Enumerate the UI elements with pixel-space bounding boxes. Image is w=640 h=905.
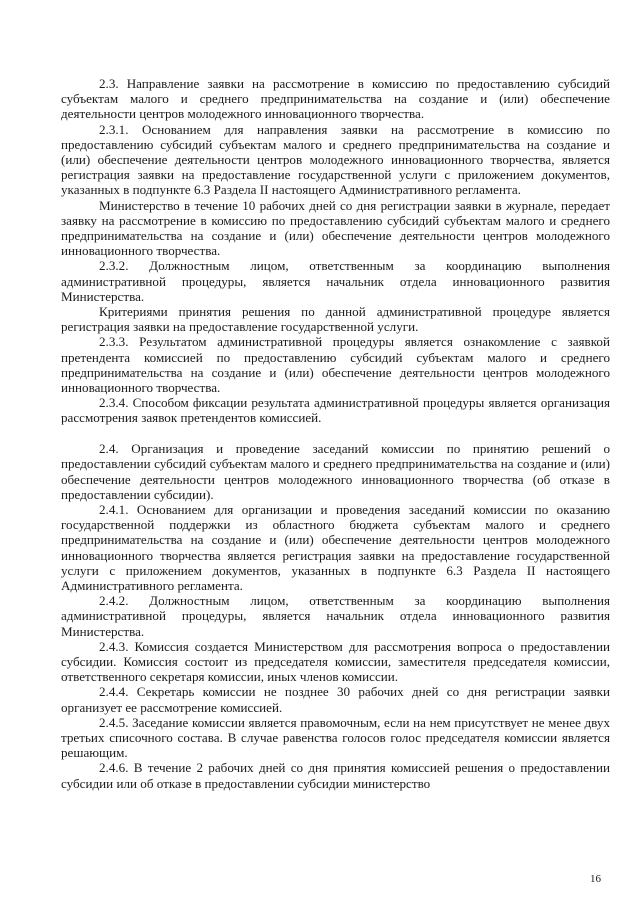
paragraph-2-3: 2.3. Направление заявки на рассмотрение в комиссию по предоставлению субсидий субъектам малого и среднего предпринимательства на создание и (или) обеспечение деятельности центров молодежного инновационного творчества. <box>61 76 610 122</box>
paragraph-2-4-4: 2.4.4. Секретарь комиссии не позднее 30 рабочих дней со дня регистрации заявки организует ее рассмотрение комиссией. <box>61 684 610 715</box>
paragraph-2-4-6: 2.4.6. В течение 2 рабочих дней со дня принятия комиссией решения о предоставлении субсидии или об отказе в предоставлении субсидии министерство <box>61 760 610 791</box>
paragraph-2-4-3: 2.4.3. Комиссия создается Министерством для рассмотрения вопроса о предоставлении субсидии. Комиссия состоит из председателя комиссии, заместителя председателя комиссии, ответственного секретаря комиссии, иных членов комиссии. <box>61 638 610 685</box>
paragraph-2-4-1: 2.4.1. Основанием для организации и проведения заседаний комиссии по оказанию государственной поддержки из областного бюджета субъектам малого и среднего предпринимательства на создание и (или) обеспечение деятельности центров молодежного инновационного творчества является регистрация заявки на предоставление государственной услуги с приложением документов, указанных в подпункте 6.3 Раздела II настоящего Административного регламента. <box>61 501 610 593</box>
paragraph-criteria: Критериями принятия решения по данной административной процедуре является регистрация заявки на предоставление государственной услуги. <box>61 304 610 335</box>
paragraph-ministry-term: Министерство в течение 10 рабочих дней со дня регистрации заявки в журнале, передает заявку на рассмотрение в комиссию по предоставлению субсидий субъектам малого и среднего предпринимательства на создание и (или) обеспечение деятельности центров молодежного инновационного творчества. <box>61 197 610 259</box>
paragraph-2-4: 2.4. Организация и проведение заседаний комиссии по принятию решений о предоставлении субсидий субъектам малого и среднего предпринимательства на создание и (или) обеспечение деятельности центров молодежного инновационного творчества (об отказе в предоставлении субсидии). <box>61 441 610 502</box>
page-number: 16 <box>590 873 601 885</box>
paragraph-2-3-3: 2.3.3. Результатом административной процедуры является ознакомление с заявкой претендента комиссией по предоставлению субсидий субъектам малого и среднего предпринимательства на создание и (или) обеспечение деятельности центров молодежного инновационного творчества. <box>61 334 610 396</box>
paragraph-2-3-4: 2.3.4. Способом фиксации результата административной процедуры является организация рассмотрения заявок претендентов комиссией. <box>61 395 610 426</box>
document-body <box>61 76 610 791</box>
paragraph-2-4-5: 2.4.5. Заседание комиссии является правомочным, если на нем присутствует не менее двух третьих списочного состава. В случае равенства голосов голос председателя комиссии является решающим. <box>61 714 610 761</box>
paragraph-2-3-2: 2.3.2. Должностным лицом, ответственным за координацию выполнения административной процедуры, является начальник отдела инновационного развития Министерства. <box>61 258 610 304</box>
paragraph-2-4-2: 2.4.2. Должностным лицом, ответственным за координацию выполнения административной процедуры, является начальник отдела инновационного развития Министерства. <box>61 593 610 639</box>
paragraph-2-3-1: 2.3.1. Основанием для направления заявки на рассмотрение в комиссию по предоставлению субсидий субъектам малого и среднего предпринимательства на создание и (или) обеспечение деятельности центров молодежного инновационного творчества, является регистрация заявки на предоставление государственной услуги с приложением документов, указанных в подпункте 6.3 Раздела II настоящего Административного регламента. <box>61 121 610 198</box>
